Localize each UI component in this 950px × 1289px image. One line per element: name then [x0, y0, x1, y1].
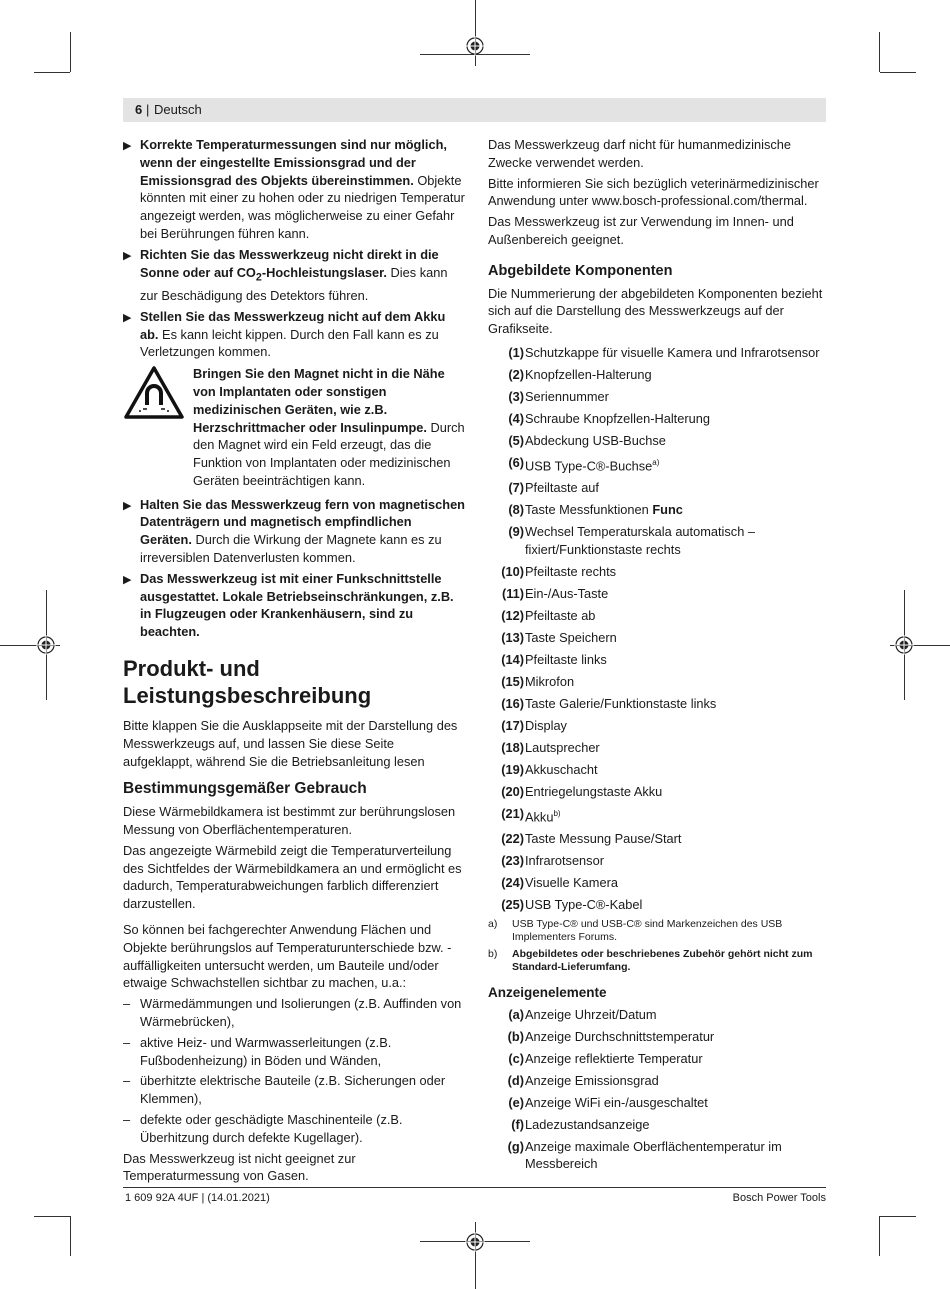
component-item	[488, 366, 828, 384]
page-number: 6	[135, 102, 143, 117]
display-elements-heading: Anzeigenelemente	[488, 984, 607, 1000]
item-number: (17)	[501, 717, 524, 733]
item-label: Lautsprecher	[525, 739, 600, 755]
component-item	[488, 410, 828, 428]
item-label: USB Type-C®-Buchse$^{a)}$	[525, 457, 660, 474]
components-intro: Die Nummerierung der abgebildeten Komponenten bezieht sich auf die Darstellung des Messwerkzeugs auf der Grafikseite.	[488, 285, 823, 337]
paragraph: Das Messwerkzeug ist nicht geeignet zur Temperaturmessung von Gasen.	[123, 1150, 356, 1184]
component-item	[488, 629, 828, 647]
item-number: (8)	[508, 502, 524, 518]
item-label: Display	[525, 717, 567, 733]
footnote: b) Abgebildetes oder beschriebenes Zubehör gehört nicht zum Standard-Lieferumfang.	[488, 947, 813, 973]
item-number: (b)	[507, 1028, 524, 1044]
registration-mark-icon	[465, 1232, 485, 1252]
crop-mark	[70, 1216, 71, 1256]
item-number: (4)	[508, 410, 524, 426]
item-label: Anzeige Emissionsgrad	[525, 1072, 659, 1088]
paragraph: Bitte informieren Sie sich bezüglich veterinärmedizinischer Anwendung unter www.bosch-professional.com/thermal.	[488, 175, 819, 209]
component-item	[488, 673, 828, 691]
component-item	[488, 523, 828, 559]
item-label: Taste Messung Pause/Start	[525, 830, 682, 846]
crop-mark	[475, 0, 476, 66]
header-separator: |	[146, 102, 150, 117]
list-item: – überhitzte elektrische Bauteile (z.B. Sicherungen oder Klemmen),	[123, 1073, 446, 1107]
item-label: Schutzkappe für visuelle Kamera und Infrarotsensor	[525, 344, 820, 360]
paragraph: Diese Wärmebildkamera ist bestimmt zur berührungslosen Messung von Oberflächentemperaturen.	[123, 804, 456, 838]
item-number: (21)	[501, 805, 524, 821]
component-item	[488, 874, 828, 892]
warning-bold: Halten Sie das Messwerkzeug fern von magnetischen Datenträgern und magnetisch empfindlichen Geräten.	[140, 496, 466, 548]
crop-mark	[879, 32, 880, 72]
item-number: (f)	[511, 1116, 524, 1132]
warning-bullet	[123, 136, 465, 243]
footer-brand: Bosch Power Tools	[732, 1192, 826, 1204]
component-item	[488, 717, 828, 735]
component-item	[488, 585, 828, 603]
registration-mark-icon	[465, 36, 485, 56]
crop-mark	[879, 1216, 880, 1256]
display-element-item	[488, 1028, 828, 1046]
subsection-heading: Bestimmungsgemäßer Gebrauch	[123, 780, 367, 798]
item-label: Pfeiltaste rechts	[525, 563, 617, 579]
component-item	[488, 695, 828, 713]
component-item	[488, 344, 828, 362]
item-number: (9)	[508, 524, 524, 540]
list-item: – aktive Heiz- und Warmwasserleitungen (z.B. Fußbodenheizung) in Böden und Wänden,	[123, 1034, 392, 1068]
component-item	[488, 783, 828, 801]
component-item	[488, 896, 828, 914]
item-number: (19)	[501, 761, 524, 777]
warning-text: Objekte könnten mit einer zu hohen oder zu niedrigen Temperatur angezeigt werden, was möglicherweise zu einer Gefahr bei Berührungen führen kann.	[140, 172, 465, 241]
section-title: Produkt- und Leistungsbeschreibung	[123, 656, 372, 709]
footnote: a) USB Type-C® und USB-C® sind Markenzeichen des USB Implementers Forums.	[488, 917, 783, 943]
co2-subscript: 2	[255, 271, 262, 284]
magnet-warning-icon	[123, 365, 185, 421]
right-column	[488, 136, 828, 1177]
item-number: (11)	[501, 585, 524, 601]
item-label: Seriennummer	[525, 388, 609, 404]
component-item	[488, 805, 828, 826]
item-label: Mikrofon	[525, 673, 575, 689]
component-item	[488, 388, 828, 406]
bullet-icon: ▶	[123, 311, 132, 324]
display-element-item	[488, 1006, 828, 1024]
component-item	[488, 479, 828, 497]
item-label: Abdeckung USB-Buchse	[525, 432, 666, 448]
item-number: (14)	[501, 651, 524, 667]
crop-mark	[880, 1216, 916, 1217]
item-number: (5)	[508, 432, 524, 448]
warning-text: Dies kann zur Beschädigung des Detektors führen.	[140, 264, 448, 303]
display-elements-list	[488, 1006, 828, 1174]
item-number: (25)	[501, 896, 524, 912]
item-number: (7)	[508, 480, 524, 496]
item-number: (10)	[501, 563, 524, 579]
item-label: Schraube Knopfzellen-Halterung	[525, 410, 710, 426]
item-label: Anzeige maximale Oberflächentemperatur im Messbereich	[525, 1138, 782, 1172]
item-label: Entriegelungstaste Akku	[525, 783, 663, 799]
item-label: Pfeiltaste auf	[525, 480, 599, 496]
item-label: Ein-/Aus-Taste	[525, 585, 609, 601]
display-element-item	[488, 1072, 828, 1090]
display-element-item	[488, 1094, 828, 1112]
item-label: Akku$^{b)}$	[525, 808, 561, 824]
item-number: (2)	[508, 366, 524, 382]
paragraph: So können bei fachgerechter Anwendung Flächen und Objekte berührungslos auf Temperaturunterschiede bzw. -auffälligkeiten untersucht werden, um Bauteile und/oder etwaige Schwachstellen sichtbar zu machen, u.a.:	[123, 922, 452, 991]
item-number: (16)	[501, 695, 524, 711]
components-list	[488, 344, 828, 914]
list-item: – Wärmedämmungen und Isolierungen (z.B. Auffinden von Wärmebrücken),	[123, 996, 462, 1030]
item-label: Taste Speichern	[525, 629, 617, 645]
warning-bullet	[123, 246, 465, 305]
item-label: Anzeige WiFi ein-/ausgeschaltet	[525, 1094, 708, 1110]
crop-mark	[70, 32, 71, 72]
item-number: (12)	[501, 607, 524, 623]
warning-bullet	[123, 496, 465, 567]
item-number: (g)	[507, 1138, 524, 1154]
page-header	[123, 98, 826, 122]
component-item	[488, 563, 828, 581]
registration-mark-icon	[894, 635, 914, 655]
warning-bold: Korrekte Temperaturmessungen sind nur möglich, wenn der eingestellte Emissionsgrad und der Emissionsgrad des Objekts übereinstimmen.	[140, 137, 447, 188]
header-language: Deutsch	[154, 102, 202, 117]
item-label: Anzeige reflektierte Temperatur	[525, 1050, 703, 1066]
item-number: (24)	[501, 874, 524, 890]
item-label: Anzeige Uhrzeit/Datum	[525, 1006, 657, 1022]
item-number: (18)	[501, 739, 524, 755]
component-item	[488, 852, 828, 870]
warning-bold: Richten Sie das Messwerkzeug nicht direkt in die Sonne oder auf CO	[140, 246, 439, 280]
warning-bold: Stellen Sie das Messwerkzeug nicht auf dem Akku ab.	[140, 308, 446, 342]
item-label: Wechsel Temperaturskala automatisch – fixiert/Funktionstaste rechts	[525, 524, 755, 557]
item-label: Knopfzellen-Halterung	[525, 366, 652, 382]
item-label: Pfeiltaste ab	[525, 607, 596, 623]
item-number: (1)	[508, 344, 524, 360]
bullet-icon: ▶	[123, 573, 132, 586]
item-label: Anzeige Durchschnittstemperatur	[525, 1028, 715, 1044]
paragraph: Das Messwerkzeug darf nicht für humanmedizinische Zwecke verwendet werden.	[488, 137, 791, 170]
bullet-icon: ▶	[123, 140, 132, 152]
magnet-warning-text: Durch den Magnet wird ein Feld erzeugt, das die Funktion von Implantaten oder medizinischen Geräten beeinträchtigen kann.	[193, 419, 465, 488]
footnotes	[488, 918, 828, 974]
item-label: Pfeiltaste links	[525, 651, 607, 667]
component-item	[488, 501, 828, 519]
item-number: (a)	[508, 1006, 524, 1022]
warning-bold: -Hochleistungslaser.	[261, 264, 387, 280]
page-footer	[123, 1187, 826, 1204]
item-number: (15)	[501, 673, 524, 689]
item-label: Ladezustandsanzeige	[525, 1116, 650, 1132]
item-number: (20)	[501, 783, 524, 799]
item-number: (d)	[507, 1072, 524, 1088]
footer-doc-id: 1 609 92A 4UF | (14.01.2021)	[125, 1192, 270, 1204]
item-number: (e)	[508, 1094, 524, 1110]
left-column	[123, 136, 465, 1188]
paragraph: Das Messwerkzeug ist zur Verwendung im Innen- und Außenbereich geeignet.	[488, 214, 794, 247]
item-label: Akkuschacht	[525, 761, 598, 777]
warning-text: Durch die Wirkung der Magnete kann es zu irreversiblen Datenverlusten kommen.	[140, 532, 442, 566]
warning-bullet	[123, 570, 465, 641]
list-item: – defekte oder geschädigte Maschinenteile (z.B. Überhitzung durch defekte Kugellager).	[123, 1112, 403, 1145]
item-number: (13)	[501, 629, 524, 645]
registration-mark-icon	[36, 635, 56, 655]
bullet-icon: ▶	[123, 499, 132, 512]
component-item	[488, 651, 828, 669]
intro-paragraph: Bitte klappen Sie die Ausklappseite mit der Darstellung des Messwerkzeugs auf, und lassen Sie diese Seite aufgeklappt, während Sie die Betriebsanleitung lesen	[123, 718, 458, 769]
display-element-item	[488, 1116, 828, 1134]
paragraph: Das angezeigte Wärmebild zeigt die Temperaturverteilung des Sichtfeldes der Wärmebildkamera an und ermöglicht es dadurch, Temperaturabweichungen farblich differenziert darzustellen.	[123, 842, 462, 912]
component-item	[488, 830, 828, 848]
item-label: Visuelle Kamera	[525, 874, 618, 890]
component-item	[488, 432, 828, 450]
crop-mark	[880, 72, 916, 73]
warning-bullet	[123, 308, 465, 361]
bullet-icon: ▶	[123, 249, 132, 262]
magnet-warning	[123, 365, 465, 490]
components-heading: Abgebildete Komponenten	[488, 262, 673, 279]
warning-bold: Das Messwerkzeug ist mit einer Funkschnittstelle ausgestattet. Lokale Betriebseinschränkungen, z.B. in Flugzeugen oder Krankenhäusern, sind zu beachten.	[140, 570, 454, 640]
component-item	[488, 761, 828, 779]
magnet-warning-bold: Bringen Sie den Magnet nicht in die Nähe von Implantaten oder sonstigen medizinischen Geräten, wie z.B. Herzschrittmacher oder Insulinpumpe.	[193, 366, 445, 435]
warning-text: Es kann leicht kippen. Durch den Fall kann es zu Verletzungen kommen.	[140, 326, 439, 360]
item-label: Taste Messfunktionen Func	[525, 502, 683, 518]
item-label: Taste Galerie/Funktionstaste links	[525, 695, 717, 711]
item-number: (23)	[501, 852, 524, 868]
item-number: (3)	[508, 388, 524, 404]
item-number: (22)	[501, 830, 524, 846]
component-item	[488, 454, 828, 475]
component-item	[488, 607, 828, 625]
component-item	[488, 739, 828, 757]
item-number: (c)	[508, 1050, 524, 1066]
display-element-item	[488, 1138, 828, 1174]
item-label: Infrarotsensor	[525, 852, 604, 868]
crop-mark	[34, 1216, 70, 1217]
item-number: (6)	[508, 454, 524, 470]
display-element-item	[488, 1050, 828, 1068]
crop-mark	[34, 72, 70, 73]
item-label: USB Type-C®-Kabel	[525, 896, 643, 912]
